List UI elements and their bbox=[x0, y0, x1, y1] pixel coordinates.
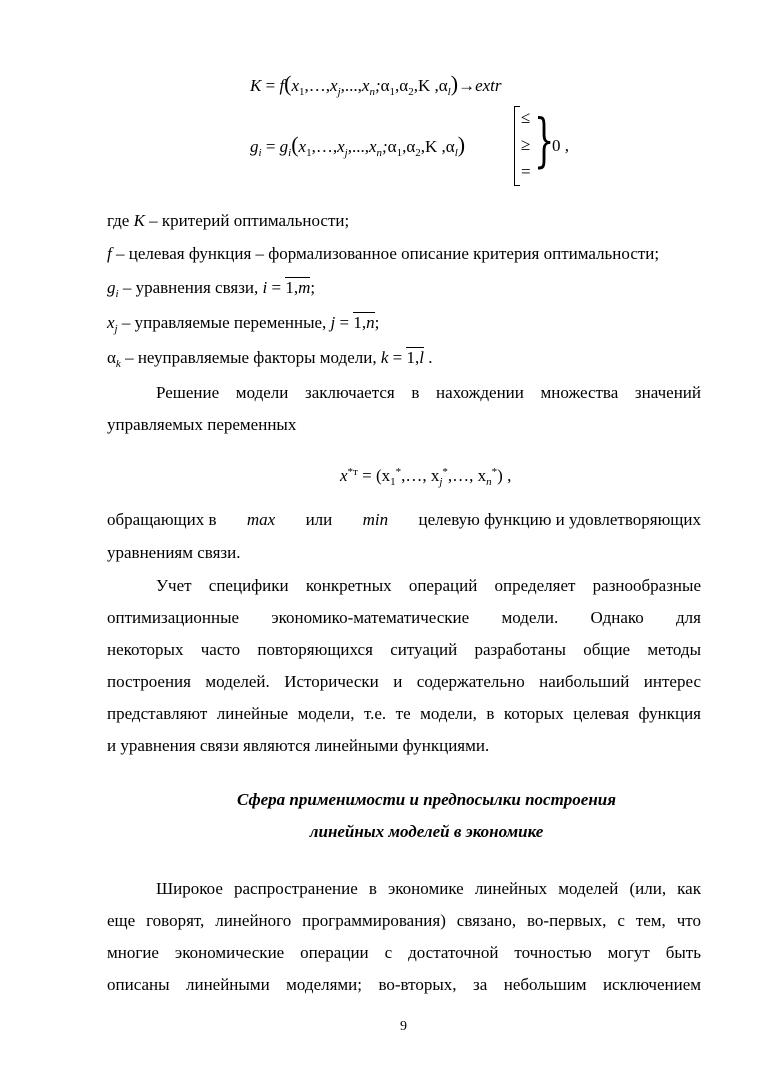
def-text: – неуправляемые факторы модели, bbox=[120, 348, 381, 367]
sub-j: j bbox=[439, 476, 443, 488]
range-var: k bbox=[380, 348, 389, 367]
right-brace: } bbox=[534, 106, 555, 174]
sub-i: i bbox=[288, 147, 292, 159]
dots: ,..., bbox=[340, 76, 362, 95]
def-symbol: α bbox=[107, 348, 116, 367]
semicolon: ; bbox=[382, 137, 388, 156]
sub-l: l bbox=[454, 147, 458, 159]
sup-star: * bbox=[491, 466, 498, 478]
para2-min: min bbox=[362, 510, 389, 529]
left-bracket bbox=[514, 106, 520, 186]
sup-star-t: *т bbox=[347, 466, 358, 478]
para2-max: max bbox=[246, 510, 276, 529]
sub-n: n bbox=[486, 476, 492, 488]
range-top: n bbox=[366, 313, 375, 332]
range-var: i bbox=[262, 278, 268, 297]
definition-K bbox=[107, 211, 349, 231]
para2-line1 bbox=[107, 510, 701, 530]
section-heading-line1: Сфера применимости и предпосылки построения bbox=[236, 790, 616, 809]
page-number: 9 bbox=[400, 1019, 407, 1034]
def-symbol: K bbox=[133, 211, 145, 230]
symbol-K: K bbox=[250, 76, 262, 95]
relation-eq: = bbox=[521, 162, 531, 181]
symbol-g: g bbox=[279, 137, 289, 156]
para2-text-b: или bbox=[305, 510, 333, 529]
var-x1: x bbox=[298, 137, 307, 156]
para4-line: еще говорят, линейного программирования) связано, во-первых, с тем, что bbox=[107, 911, 701, 930]
sub-1: 1 bbox=[390, 476, 396, 488]
range-eq: = bbox=[388, 348, 407, 367]
formula-mid: ,…, x bbox=[447, 466, 487, 485]
dots: ,…, bbox=[304, 76, 331, 95]
equals-sign: = bbox=[261, 76, 280, 95]
def-sub: i bbox=[115, 288, 119, 300]
relation-le: ≤ bbox=[521, 108, 531, 127]
para3-line: и уравнения связи являются линейными функциями. bbox=[107, 736, 490, 755]
sub-1: 1 bbox=[396, 147, 403, 159]
para1-line2: управляемых переменных bbox=[107, 415, 297, 434]
alpha-1: α bbox=[387, 137, 397, 156]
definition-f bbox=[107, 244, 659, 264]
semicolon: ; bbox=[374, 76, 381, 95]
sup-star: * bbox=[395, 466, 402, 478]
para4-line: Широкое распространение в экономике линейных моделей (или, как bbox=[156, 879, 701, 898]
equals-sign: = bbox=[261, 137, 280, 156]
range-tail: ; bbox=[374, 313, 380, 332]
definition-alpha bbox=[107, 348, 432, 370]
def-sub: k bbox=[115, 358, 121, 370]
alpha-2: α bbox=[399, 76, 409, 95]
formula-body: = (x bbox=[357, 466, 391, 485]
sub-j: j bbox=[344, 147, 348, 159]
var-x1: x bbox=[291, 76, 300, 95]
var-xn: x bbox=[368, 137, 377, 156]
symbol-f: f bbox=[279, 76, 285, 95]
sup-star: * bbox=[442, 466, 448, 478]
para3-line: построения моделей. Исторически и содержательно наибольший интерес bbox=[107, 672, 701, 691]
range-tail: ; bbox=[310, 278, 316, 297]
def-text: – целевая функция – формализованное описание критерия оптимальности; bbox=[111, 244, 660, 263]
sub-1: 1 bbox=[306, 147, 312, 159]
sub-j: j bbox=[337, 86, 341, 98]
para4-line: многие экономические операции с достаточной точностью могут быть bbox=[107, 943, 701, 962]
range-tail: . bbox=[423, 348, 433, 367]
comma: , bbox=[402, 137, 407, 156]
sub-n: n bbox=[369, 86, 375, 98]
para3-line: некоторых часто повторяющихся ситуаций разработаны общие методы bbox=[107, 640, 701, 659]
sub-i: i bbox=[258, 147, 262, 159]
K-dots: ,K , bbox=[413, 76, 439, 95]
range-eq: = bbox=[267, 278, 286, 297]
para3-line: Учет специфики конкретных операций определяет разнообразные bbox=[156, 576, 701, 595]
alpha-l: α bbox=[438, 76, 448, 95]
formula-solution bbox=[340, 466, 511, 488]
sub-2: 2 bbox=[408, 86, 414, 98]
def-prefix: где bbox=[107, 211, 134, 230]
arrow: → bbox=[458, 76, 476, 95]
def-sub: j bbox=[114, 323, 118, 335]
comma: , bbox=[395, 76, 400, 95]
def-symbol: g bbox=[107, 278, 116, 297]
dots: ,…, bbox=[311, 137, 338, 156]
para3-line: представляют линейные модели, т.е. те модели, в которых целевая функция bbox=[107, 704, 701, 723]
var-xj: x bbox=[330, 76, 338, 95]
para3-line: оптимизационные экономико-математические модели. Однако для bbox=[107, 608, 701, 627]
alpha-1: α bbox=[380, 76, 390, 95]
sub-1: 1 bbox=[389, 86, 396, 98]
alpha-l: α bbox=[445, 137, 455, 156]
definition-x bbox=[107, 313, 379, 335]
var-x: x bbox=[340, 466, 348, 485]
def-symbol: f bbox=[107, 244, 112, 263]
formula-objective: $K = f(x_1,\dots,x_j,...,x_n;\alpha_1,\alpha_2,K$ $,\alpha_l)\to extr$ bbox=[250, 71, 502, 98]
formula-constraints: $g_i$ = $g_i(x_1,\dots,x_j,...,x_n;\alpha_1,\alpha_2,K$ $,\alpha_l$) bbox=[250, 132, 466, 159]
relation-ge: ≥ bbox=[521, 135, 531, 154]
range-val: 1, bbox=[353, 313, 367, 332]
range-val: 1, bbox=[406, 348, 420, 367]
extr-label: extr bbox=[475, 76, 502, 95]
para4-line: описаны линейными моделями; во-вторых, за небольшим исключением bbox=[107, 975, 701, 994]
symbol-g: g bbox=[250, 137, 259, 156]
range-eq: = bbox=[335, 313, 354, 332]
var-xn: x bbox=[361, 76, 370, 95]
K-dots: ,K , bbox=[420, 137, 446, 156]
sub-n: n bbox=[376, 147, 382, 159]
def-symbol: x bbox=[107, 313, 115, 332]
constraint-zero: 0 , bbox=[552, 136, 569, 155]
def-text: – уравнения связи, bbox=[118, 278, 263, 297]
sub-2: 2 bbox=[415, 147, 421, 159]
range-top: m bbox=[298, 278, 311, 297]
formula-mid: ,…, x bbox=[401, 466, 440, 485]
range-val: 1, bbox=[285, 278, 299, 297]
para2-text-a: обращающих в bbox=[107, 510, 217, 529]
sub-l: l bbox=[447, 86, 451, 98]
sub-1: 1 bbox=[299, 86, 305, 98]
var-xj: x bbox=[337, 137, 345, 156]
dots: ,..., bbox=[347, 137, 369, 156]
range-var: j bbox=[330, 313, 336, 332]
section-heading-line2: линейных моделей в экономике bbox=[309, 822, 544, 841]
alpha-2: α bbox=[406, 137, 416, 156]
range-top: l bbox=[419, 348, 424, 367]
definition-g bbox=[107, 278, 315, 300]
def-text: – критерий оптимальности; bbox=[144, 211, 350, 230]
formula-end: ) , bbox=[497, 466, 512, 485]
para2-line2: уравнениям связи. bbox=[107, 543, 241, 562]
def-text: – управляемые переменные, bbox=[117, 313, 331, 332]
para1-line1: Решение модели заключается в нахождении множества значений bbox=[156, 383, 701, 402]
para2-text-c: целевую функцию и удовлетворяющих bbox=[418, 510, 701, 529]
